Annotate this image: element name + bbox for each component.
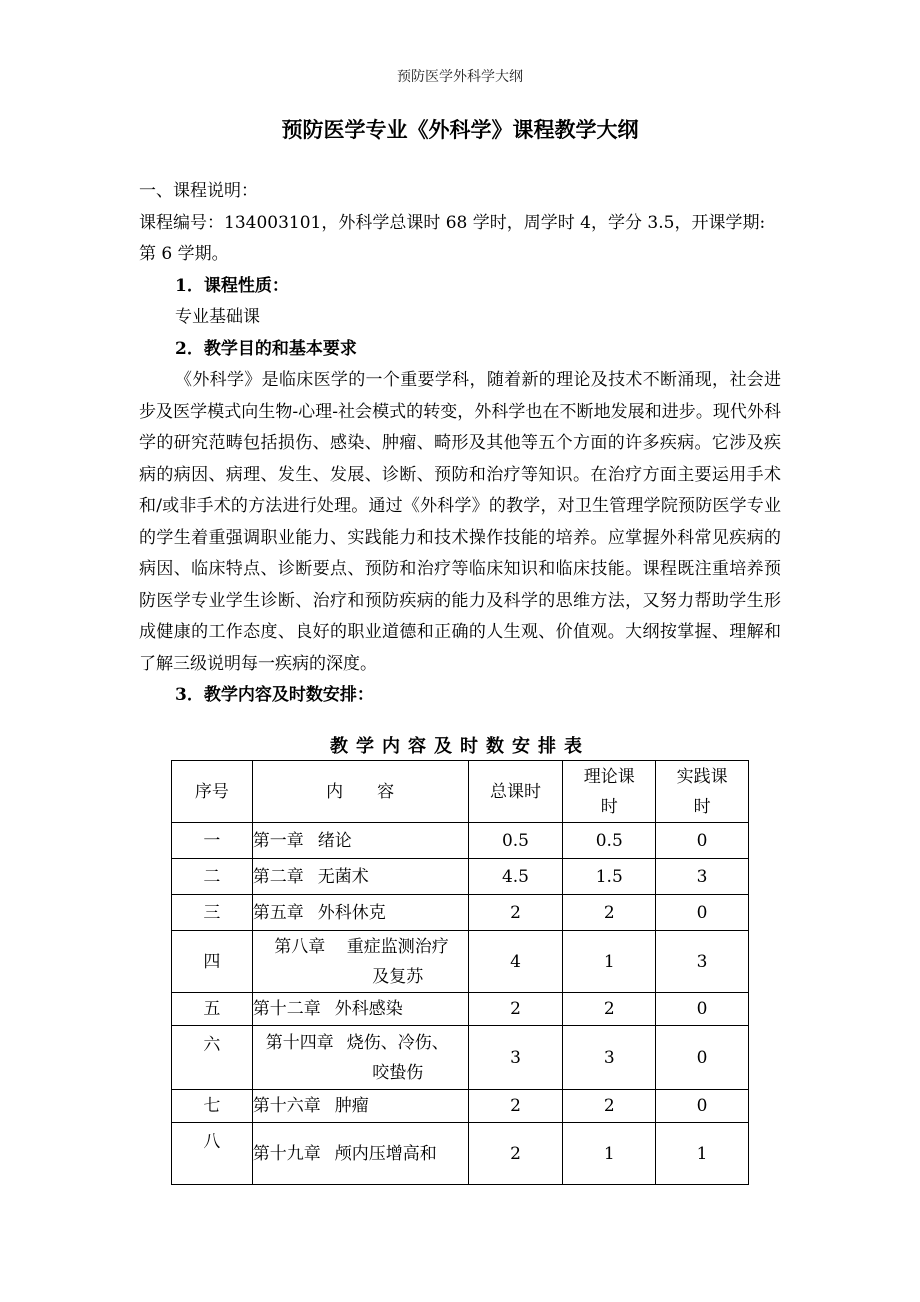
cell-no: 一: [172, 823, 253, 859]
cell-content: [252, 931, 468, 993]
cell-topic: 肿瘤: [334, 1096, 369, 1116]
cell-theory: 0.5: [563, 823, 656, 859]
cell-chapter: 第五章: [252, 902, 304, 923]
cell-no: 三: [172, 895, 253, 931]
cell-content: [252, 895, 468, 931]
cell-topic: 外科休克: [317, 902, 386, 923]
cell-theory: 3: [563, 1026, 656, 1090]
table-row: [172, 1123, 749, 1185]
cell-practice: 0: [656, 895, 749, 931]
cell-total: 0.5: [468, 823, 563, 859]
table-row: [172, 1026, 749, 1090]
cell-topic: 颅内压增高和: [334, 1143, 437, 1164]
running-header: 预防医学外科学大纲: [397, 69, 523, 85]
table-row: [172, 859, 749, 895]
course-info: 课程编号：134003101，外科学总课时 68 学时，周学时 4，学分 3.5，开课学期:第 6 学期。: [139, 212, 766, 264]
cell-chapter: 第八章: [274, 936, 326, 957]
cell-theory: 2: [563, 993, 656, 1026]
header-no: 序号: [172, 761, 253, 823]
cell-theory: 2: [563, 1090, 656, 1123]
content-heading: 3．教学内容及时数安排：: [175, 685, 374, 705]
cell-topic: 绪论: [317, 830, 352, 851]
cell-practice: 3: [656, 931, 749, 993]
cell-chapter: 第一章: [252, 830, 304, 851]
cell-content: [252, 1123, 468, 1185]
cell-topic: 烧伤、冷伤、咬蛰伤: [346, 1032, 449, 1083]
table-header-row: [172, 761, 749, 823]
table-row: [172, 823, 749, 859]
cell-no: 二: [172, 859, 253, 895]
cell-theory: 1: [563, 1123, 656, 1185]
table-row: [172, 1090, 749, 1123]
cell-practice: 1: [656, 1123, 749, 1185]
cell-topic: 重症监测治疗及复苏: [346, 936, 449, 987]
cell-no: 七: [172, 1090, 253, 1123]
section-heading: 一、课程说明：: [139, 181, 258, 201]
cell-content: [252, 993, 468, 1026]
cell-total: 2: [468, 895, 563, 931]
cell-practice: 0: [656, 823, 749, 859]
cell-topic: 外科感染: [334, 999, 403, 1019]
cell-content: [252, 1026, 468, 1090]
goals-paragraph: 《外科学》是临床医学的一个重要学科，随着新的理论及技术不断涌现，社会进步及医学模式向生物-心理-社会模式的转变，外科学也在不断地发展和进步。现代外科学的研究范畴包括损伤、感染、肿瘤、畸形及其他等五个方面的许多疾病。它涉及疾病的病因、病理、发生、发展、诊断、预防和治疗等知识。在治疗方面主要运用手术和/或非手术的方法进行处理。通过《外科学》的教学，对卫生管理学院预防医学专业的学生着重强调职业能力、实践能力和技术操作技能的培养。应掌握外科常见疾病的病因、临床特点、诊断要点、预防和治疗等临床知识和临床技能。课程既注重培养预防医学专业学生诊断、治疗和预防疾病的能力及科学的思维方法，又努力帮助学生形成健康的工作态度、良好的职业道德和正确的人生观、价值观。大纲按掌握、理解和了解三级说明每一疾病的深度。: [139, 370, 781, 674]
cell-content: [252, 859, 468, 895]
cell-total: 3: [468, 1026, 563, 1090]
nature-value: 专业基础课: [175, 307, 260, 327]
header-content: 内 容: [252, 761, 468, 823]
cell-content: [252, 823, 468, 859]
cell-no: 八: [172, 1123, 253, 1185]
header-theory: 理论课时: [563, 761, 656, 823]
document-body: [139, 176, 781, 712]
table-row: [172, 931, 749, 993]
cell-theory: 1: [563, 931, 656, 993]
table-row: [172, 895, 749, 931]
cell-chapter: 第十九章: [252, 1143, 321, 1164]
cell-total: 2: [468, 1090, 563, 1123]
cell-total: 2: [468, 993, 563, 1026]
cell-practice: 0: [656, 1026, 749, 1090]
cell-chapter: 第十四章: [265, 1032, 334, 1053]
cell-total: 4: [468, 931, 563, 993]
cell-chapter: 第十六章: [252, 1096, 321, 1116]
cell-total: 4.5: [468, 859, 563, 895]
cell-total: 2: [468, 1123, 563, 1185]
cell-practice: 0: [656, 1090, 749, 1123]
cell-practice: 3: [656, 859, 749, 895]
cell-practice: 0: [656, 993, 749, 1026]
table-row: [172, 993, 749, 1026]
cell-content: [252, 1090, 468, 1123]
document-title: 预防医学专业《外科学》课程教学大纲: [281, 117, 639, 142]
cell-theory: 2: [563, 895, 656, 931]
header-total: 总课时: [468, 761, 563, 823]
goals-heading: 2．教学目的和基本要求: [175, 338, 357, 359]
header-practice: 实践课时: [656, 761, 749, 823]
cell-chapter: 第十二章: [252, 999, 321, 1019]
cell-theory: 1.5: [563, 859, 656, 895]
cell-topic: 无菌术: [317, 866, 369, 887]
cell-no: 六: [172, 1026, 253, 1090]
cell-chapter: 第二章: [252, 866, 304, 887]
nature-heading: 1．课程性质：: [175, 275, 289, 296]
schedule-table: [171, 760, 749, 1185]
cell-no: 五: [172, 993, 253, 1026]
table-title: 教学内容及时数安排表: [330, 736, 590, 757]
cell-no: 四: [172, 931, 253, 993]
